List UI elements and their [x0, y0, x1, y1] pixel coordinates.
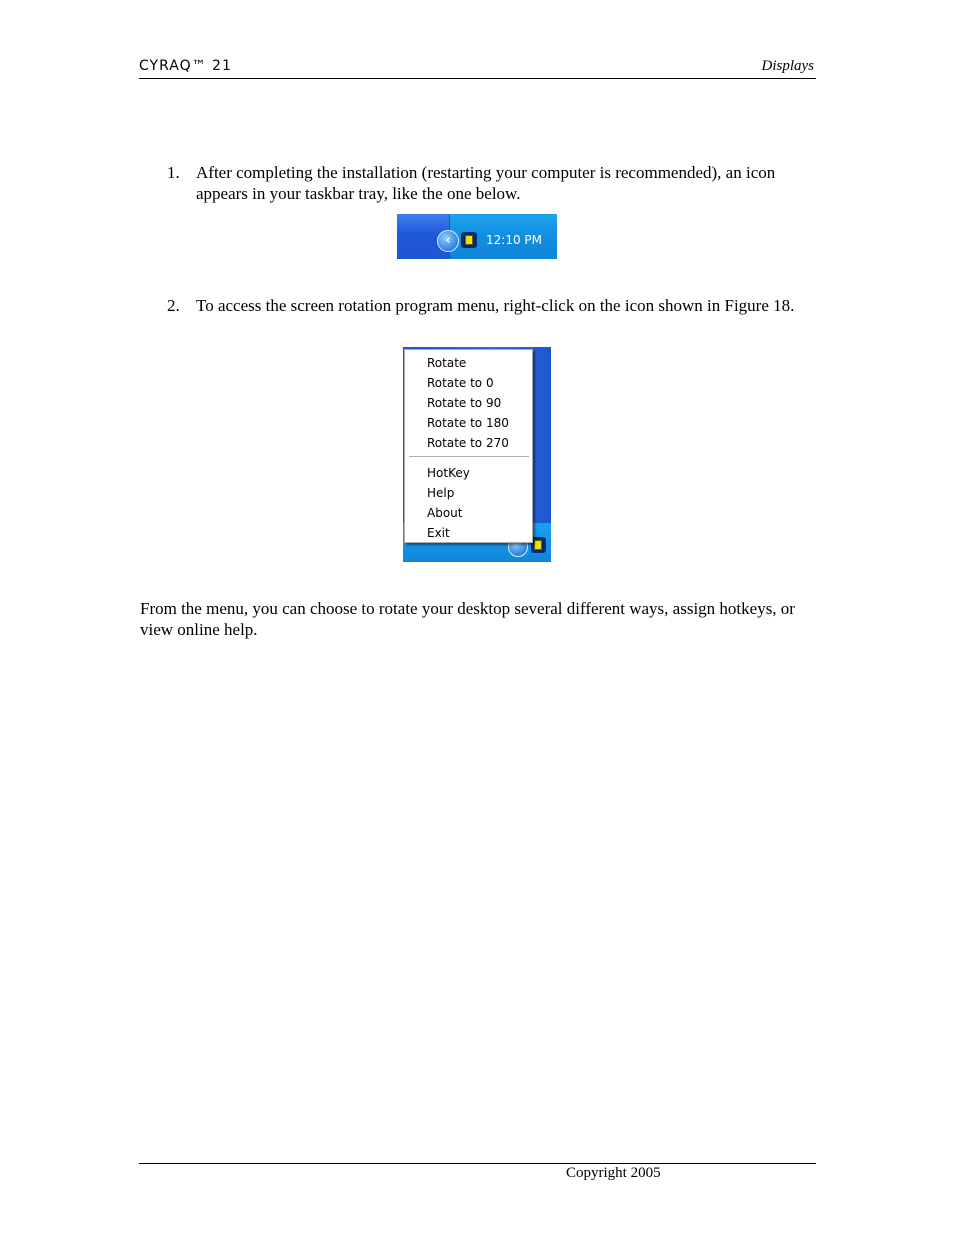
footer-rule	[139, 1163, 816, 1164]
taskbar-tray-screenshot	[397, 214, 557, 259]
tray-clock: 12:10 PM	[486, 233, 542, 247]
step-2	[167, 295, 807, 337]
header-product: CYRAQ™ 21	[139, 58, 232, 74]
menu-item-rotate[interactable]: Rotate	[427, 356, 467, 370]
menu-item-rotate-270[interactable]: Rotate to 270	[427, 436, 509, 450]
step-1	[167, 162, 807, 204]
rotation-context-menu	[404, 349, 533, 543]
menu-separator	[409, 456, 529, 458]
context-menu-screenshot	[403, 347, 551, 562]
menu-item-hotkey[interactable]: HotKey	[427, 466, 470, 480]
rotation-app-tray-icon[interactable]	[461, 232, 477, 248]
step-number: 1.	[167, 163, 180, 182]
step-text: After completing the installation (restarting your computer is recommended), an icon appears in your taskbar tray, like the one below.	[196, 163, 776, 203]
body-paragraph: From the menu, you can choose to rotate your desktop several different ways, assign hotkeys, or view online help.	[140, 599, 795, 639]
menu-item-help[interactable]: Help	[427, 486, 455, 500]
menu-item-exit[interactable]: Exit	[427, 526, 450, 540]
show-hidden-icons-chevron-icon[interactable]: ‹	[437, 230, 459, 252]
step-text: To access the screen rotation program menu, right-click on the icon shown in Figure 18.	[196, 296, 795, 315]
menu-item-about[interactable]: About	[427, 506, 463, 520]
menu-item-rotate-0[interactable]: Rotate to 0	[427, 376, 494, 390]
step-number: 2.	[167, 296, 180, 315]
footer-copyright: Copyright 2005	[566, 1165, 661, 1181]
header-section: Displays	[761, 58, 814, 74]
menu-item-rotate-180[interactable]: Rotate to 180	[427, 416, 509, 430]
rotation-app-tray-icon[interactable]	[531, 537, 546, 553]
menu-item-rotate-90[interactable]: Rotate to 90	[427, 396, 502, 410]
page-header	[139, 58, 816, 79]
